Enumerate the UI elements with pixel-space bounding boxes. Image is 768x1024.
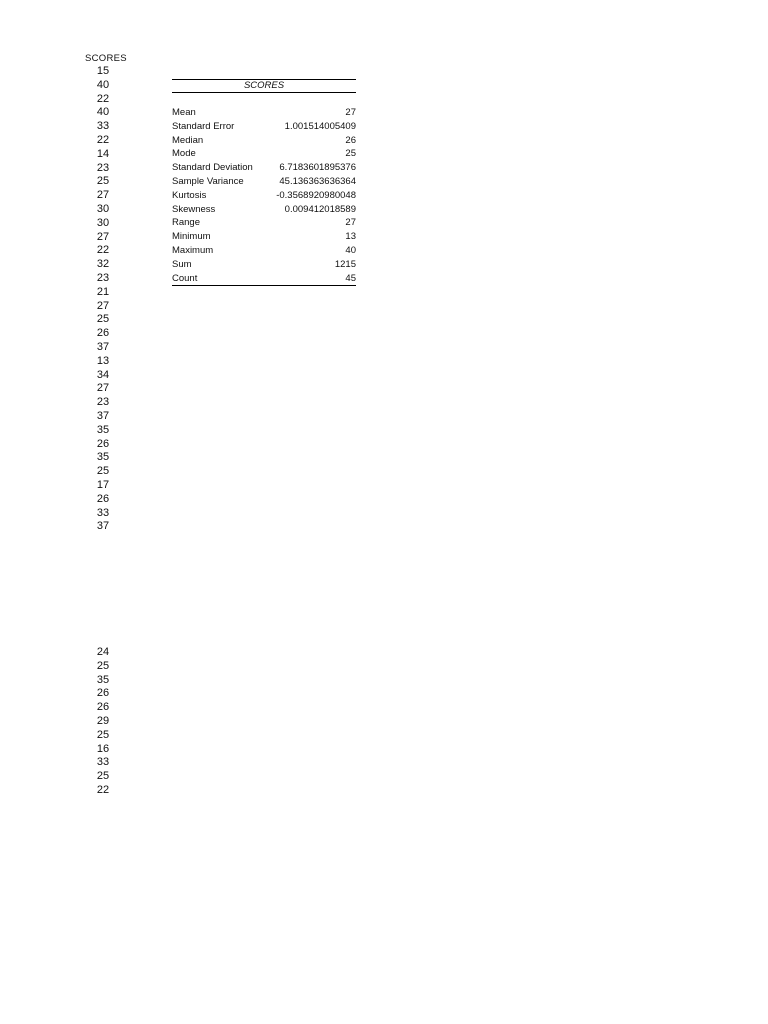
stats-row <box>172 106 356 120</box>
scores-column-header: SCORES <box>85 53 127 64</box>
score-cell: 29 <box>96 714 110 727</box>
score-cell: 25 <box>96 659 110 672</box>
score-cell: 40 <box>96 78 110 91</box>
stat-value: 1.001514005409 <box>284 120 356 132</box>
stats-row <box>172 147 356 161</box>
stats-table-header: SCORES <box>172 80 356 93</box>
score-cell: 37 <box>96 409 110 422</box>
stats-row <box>172 161 356 175</box>
stats-row <box>172 175 356 189</box>
score-cell: 16 <box>96 742 110 755</box>
score-cell: 27 <box>96 299 110 312</box>
score-cell: 30 <box>96 216 110 229</box>
score-cell: 26 <box>96 701 110 714</box>
stats-row <box>172 244 356 258</box>
stat-label: Sample Variance <box>172 175 244 187</box>
score-cell: 35 <box>96 451 110 464</box>
score-cell: 25 <box>96 175 110 188</box>
stat-value: 13 <box>345 231 356 243</box>
stats-row <box>172 134 356 148</box>
descriptive-statistics-table <box>172 79 356 286</box>
score-cell: 25 <box>96 465 110 478</box>
score-cell: 27 <box>96 189 110 202</box>
score-cell: 25 <box>96 728 110 741</box>
score-cell: 37 <box>96 340 110 353</box>
score-cell: 22 <box>96 92 110 105</box>
score-cell: 22 <box>96 133 110 146</box>
stats-row <box>172 189 356 203</box>
stat-label: Range <box>172 217 200 229</box>
score-cell: 25 <box>96 313 110 326</box>
stat-label: Kurtosis <box>172 189 207 201</box>
score-cell: 26 <box>96 437 110 450</box>
stat-value: 26 <box>345 134 356 146</box>
score-cell: 33 <box>96 506 110 519</box>
score-cell: 24 <box>96 646 110 658</box>
stat-label: Count <box>172 272 265 286</box>
scores-list <box>92 646 114 798</box>
score-cell: 22 <box>96 783 110 796</box>
stat-value: 40 <box>345 244 356 256</box>
stats-row <box>172 272 356 286</box>
stat-value: 45 <box>265 272 356 286</box>
stat-label: Minimum <box>172 231 211 243</box>
scores-list <box>92 65 114 534</box>
score-cell: 22 <box>96 244 110 257</box>
score-cell: 35 <box>96 423 110 436</box>
stats-row <box>172 203 356 217</box>
score-cell: 25 <box>96 770 110 783</box>
stat-value: 0.009412018589 <box>284 203 356 215</box>
stat-label: Maximum <box>172 244 214 256</box>
stat-value: 25 <box>345 148 356 160</box>
stats-row <box>172 258 356 272</box>
score-cell: 37 <box>96 520 110 533</box>
stat-label: Mean <box>172 107 196 118</box>
score-cell: 33 <box>96 756 110 769</box>
score-cell: 27 <box>96 230 110 243</box>
stat-value: 1215 <box>334 258 356 270</box>
stat-label: Mode <box>172 148 196 160</box>
stat-label: Sum <box>172 258 192 270</box>
score-cell: 14 <box>96 147 110 160</box>
score-cell: 26 <box>96 492 110 505</box>
stat-value: 45.136363636364 <box>279 175 356 187</box>
score-cell: 13 <box>96 354 110 367</box>
score-cell: 26 <box>96 327 110 340</box>
stats-row <box>172 216 356 230</box>
stat-label: Skewness <box>172 203 216 215</box>
score-cell: 32 <box>96 258 110 271</box>
stat-label: Median <box>172 134 204 146</box>
score-cell: 27 <box>96 382 110 395</box>
score-cell: 21 <box>96 285 110 298</box>
score-cell: 26 <box>96 687 110 700</box>
score-cell: 30 <box>96 202 110 215</box>
score-cell: 34 <box>96 368 110 381</box>
stat-value: 27 <box>345 107 356 118</box>
score-cell: 35 <box>96 673 110 686</box>
score-cell: 23 <box>96 161 110 174</box>
score-cell: 23 <box>96 396 110 409</box>
stat-value: 27 <box>345 217 356 229</box>
stat-label: Standard Deviation <box>172 162 253 174</box>
score-cell: 17 <box>96 478 110 491</box>
score-cell: 15 <box>96 65 110 77</box>
score-cell: 23 <box>96 271 110 284</box>
stats-row <box>172 120 356 134</box>
score-cell: 33 <box>96 120 110 133</box>
stats-row <box>172 230 356 244</box>
stat-label: Standard Error <box>172 120 235 132</box>
stat-value: -0.3568920980048 <box>276 189 356 201</box>
stat-value: 6.7183601895376 <box>279 162 356 174</box>
score-cell: 40 <box>96 106 110 119</box>
